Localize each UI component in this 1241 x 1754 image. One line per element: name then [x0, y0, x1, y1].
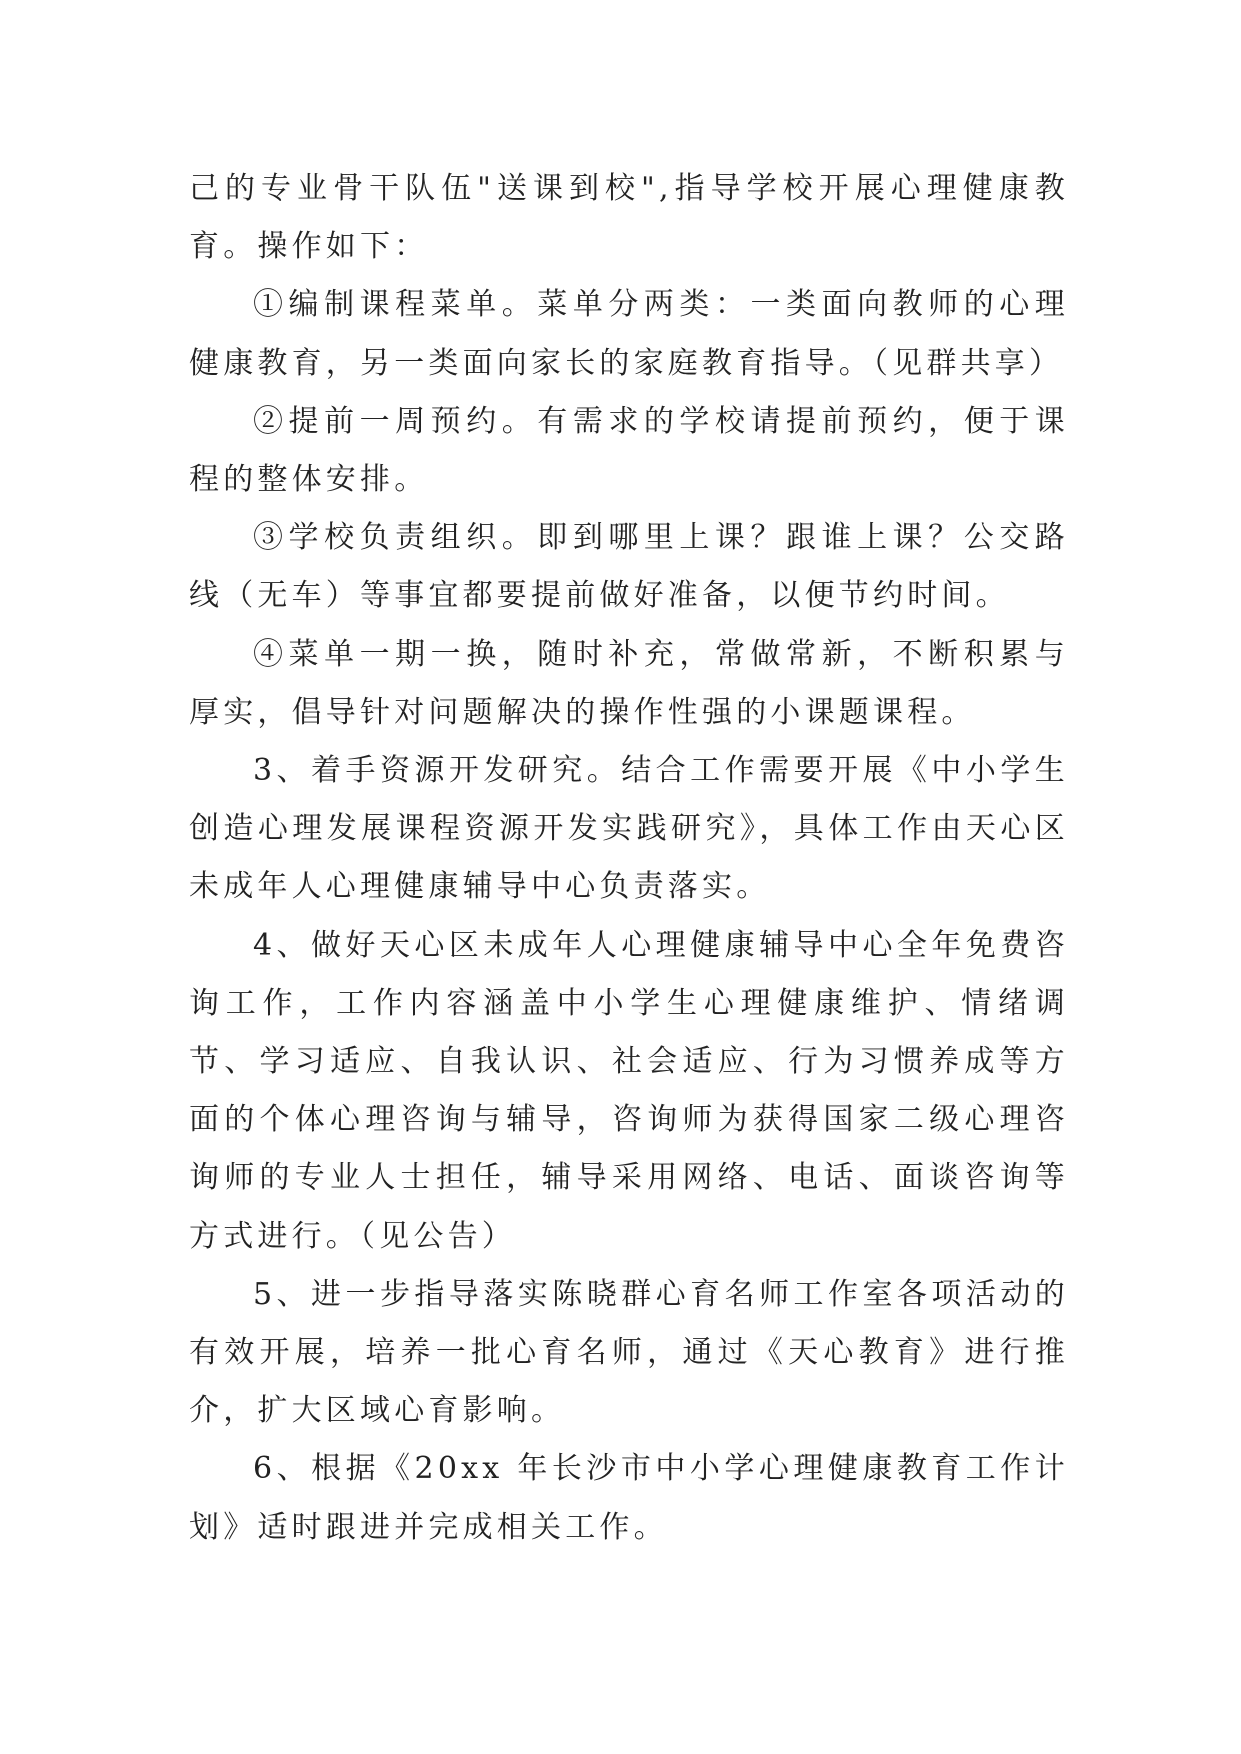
paragraph-appointment: ②提前一周预约。有需求的学校请提前预约，便于课程的整体安排。 [189, 403, 1069, 498]
document-body [189, 160, 1069, 1557]
paragraph-menu-update: ④菜单一期一换，随时补充，常做常新，不断积累与厚实，倡导针对问题解决的操作性强的小课题课程。 [189, 636, 1069, 730]
paragraph-resource-research: 3、着手资源开发研究。结合工作需要开展《中小学生创造心理发展课程资源开发实践研究》，具体工作由天心区未成年人心理健康辅导中心负责落实。 [189, 753, 1069, 905]
paragraph-intro: 己的专业骨干队伍"送课到校",指导学校开展心理健康教育。操作如下： [189, 171, 1069, 265]
paragraph-free-consulting: 4、做好天心区未成年人心理健康辅导中心全年免费咨询工作，工作内容涵盖中小学生心理健康维护、情绪调节、学习适应、自我认识、社会适应、行为习惯养成等方面的个体心理咨询与辅导，咨询师为获得国家二级心理咨询师的专业人士担任，辅导采用网络、电话、面谈咨询等方式进行。（见公告） [189, 927, 1069, 1254]
paragraph-course-menu: ①编制课程菜单。菜单分两类：一类面向教师的心理健康教育，另一类面向家长的家庭教育指导。（见群共享） [189, 287, 1069, 381]
paragraph-city-plan: 6、根据《20xx 年长沙市中小学心理健康教育工作计划》适时跟进并完成相关工作。 [189, 1451, 1069, 1545]
paragraph-school-organize: ③学校负责组织。即到哪里上课？跟谁上课？公交路线（无车）等事宜都要提前做好准备，以便节约时间。 [189, 520, 1069, 614]
paragraph-master-studio: 5、进一步指导落实陈晓群心育名师工作室各项活动的有效开展，培养一批心育名师，通过《天心教育》进行推介，扩大区域心育影响。 [189, 1276, 1069, 1429]
